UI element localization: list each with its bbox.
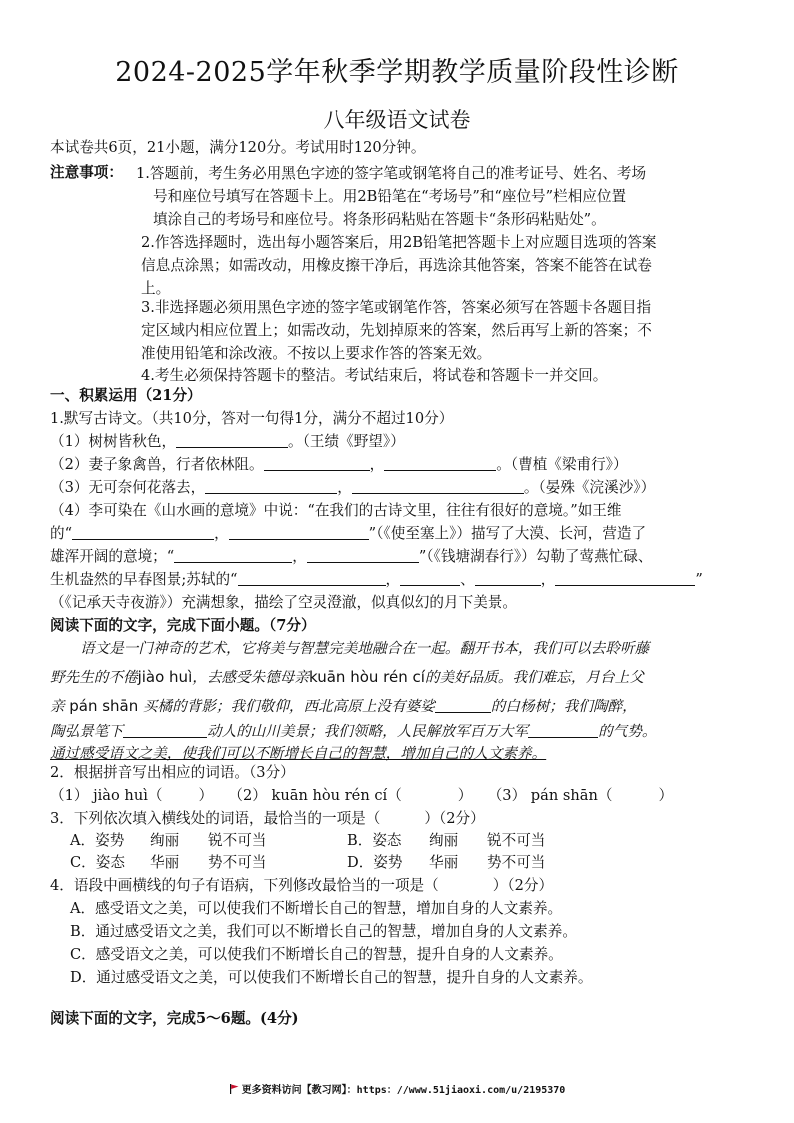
note-line: 上。 xyxy=(141,280,171,297)
note-line: 准使用铅笔和涂改液。不按以上要求作答的答案无效。 xyxy=(141,345,492,362)
note-line: 信息点涂黑；如需改动，用橡皮擦干净后，再选涂其他答案，答案不能答在试卷 xyxy=(141,257,652,274)
q4-option-a[interactable]: A．感受语文之美，可以使我们不断增长自己的智慧，增加自身的人文素养。 xyxy=(70,900,563,917)
passage-line xyxy=(50,663,750,692)
q3-option-a[interactable] xyxy=(70,830,266,852)
q4-text: ）（2分） xyxy=(492,877,554,894)
q1-text: ， xyxy=(540,571,556,588)
answer-blank[interactable] xyxy=(475,570,541,586)
answer-blank[interactable] xyxy=(352,478,524,494)
option-word: 绚丽 xyxy=(150,832,180,849)
passage-text: 的气势。 xyxy=(598,723,657,740)
q3-option-c[interactable] xyxy=(70,852,266,874)
q3-stem xyxy=(50,808,485,830)
q1-text: （2）妻子象禽兽，行者依林阻。 xyxy=(50,456,264,473)
q3-text: ）（2分） xyxy=(424,810,485,827)
note-item-3 xyxy=(141,296,749,365)
q1-text: 生机盎然的早春图景;苏轼的“ xyxy=(50,571,238,588)
option-word: 华丽 xyxy=(150,854,180,871)
q1-line-6 xyxy=(50,546,652,568)
note-line: 填涂自己的考场号和座位号。将条形码粘贴在答题卡“条形码粘贴处”。 xyxy=(153,211,606,228)
q1-text: ” xyxy=(695,571,703,588)
answer-blank[interactable] xyxy=(205,478,337,494)
passage-text: 野先生的不倦 xyxy=(50,669,138,686)
answer-blank[interactable] xyxy=(384,455,496,471)
q1-text: ， xyxy=(292,548,307,565)
q1-text: （3）无可奈何花落去， xyxy=(50,479,206,496)
answer-blank[interactable] xyxy=(72,524,214,540)
q1-line-5 xyxy=(50,523,646,545)
option-word: 绚丽 xyxy=(429,832,459,849)
q1-line-1 xyxy=(50,431,405,453)
note-line: 1.答题前，考生务必用黑色字迹的签字笔或钢笔将自己的准考证号、姓名、考场 xyxy=(136,165,647,182)
q1-text: ”（《钱塘湖春行》）勾勒了莺燕忙碌、 xyxy=(418,548,653,565)
q1-text: ， xyxy=(369,456,385,473)
footer xyxy=(0,1081,794,1096)
option-word: D．姿势 xyxy=(347,854,403,871)
option-word: B．姿态 xyxy=(347,832,402,849)
exam-intro: 本试卷共6页，21小题，满分120分。考试用时120分钟。 xyxy=(50,139,426,156)
pinyin: kuān hòu rén cí xyxy=(309,668,425,686)
pinyin: pán shān xyxy=(69,697,139,715)
answer-blank[interactable] xyxy=(435,697,491,713)
q1-line-4: （4）李可染在《山水画的意境》中说：“在我们的古诗文里，往往有很好的意境。”如王维 xyxy=(50,502,622,519)
reading-heading-2: 阅读下面的文字，完成5～6题。(4分) xyxy=(50,1010,299,1027)
q2-item: （1） jiào huì（ xyxy=(50,787,163,804)
q3-option-d[interactable] xyxy=(347,852,545,874)
note-line: 定区域内相应位置上；如需改动，先划掉原来的答案，然后再写上新的答案；不 xyxy=(141,322,652,339)
note-item-4 xyxy=(141,364,749,387)
passage-text: 动人的山川美景；我们领略，人民解放军百万大军 xyxy=(206,723,529,740)
note-line: 2.作答选择题时，选出每小题答案后，用2B铅笔把答题卡上对应题目选项的答案 xyxy=(141,234,657,251)
q1-text: （1）树树皆秋色， xyxy=(50,433,177,450)
notes-label: 注意事项： xyxy=(50,164,123,181)
q2-item: （2） kuān hòu rén cí（ xyxy=(228,787,402,804)
answer-blank[interactable] xyxy=(307,547,419,563)
option-word: C．姿态 xyxy=(70,854,125,871)
passage-text: 陶弘景笔下 xyxy=(50,723,123,740)
q2-answers xyxy=(50,785,673,807)
option-word: 势不可当 xyxy=(208,854,267,871)
q1-line-8: （《记承天寺夜游》）充满想象，描绘了空灵澄澈，似真似幻的月下美景。 xyxy=(50,594,517,611)
passage-text: 的美好品质。我们难忘，月台上父 xyxy=(424,669,644,686)
q1-text: 。（晏殊《浣溪沙》） xyxy=(523,479,656,496)
q1-text: 的“ xyxy=(50,525,73,542)
answer-blank[interactable] xyxy=(229,524,369,540)
q1-text: 。（王绩《野望》） xyxy=(288,433,405,450)
q4-option-c[interactable]: C．感受语文之美，可以使我们不断增长自己的智慧，提升自身的人文素养。 xyxy=(70,946,563,963)
q3-option-b[interactable] xyxy=(347,830,545,852)
answer-blank[interactable] xyxy=(174,547,292,563)
answer-blank[interactable] xyxy=(400,570,460,586)
q1-stem: 1.默写古诗文。（共10分，答对一句得1分，满分不超过10分） xyxy=(50,410,454,427)
note-line: 4.考生必须保持答题卡的整洁。考试结束后，将试卷和答题卡一并交回。 xyxy=(141,367,608,384)
note-item-2 xyxy=(141,231,749,300)
q4-stem xyxy=(50,875,553,897)
q4-option-b[interactable]: B．通过感受语文之美，我们可以不断增长自己的智慧，增加自身的人文素养。 xyxy=(70,923,577,940)
option-word: 锐不可当 xyxy=(487,832,546,849)
note-line: 3.非选择题必须用黑色字迹的签字笔或钢笔作答，答案必须写在答题卡各题目指 xyxy=(141,299,652,316)
answer-blank[interactable] xyxy=(176,432,288,448)
q2-item: ） xyxy=(457,787,473,804)
reading-passage xyxy=(50,634,750,765)
underlined-sentence: 通过感受语文之美，使我们可以不断增长自己的智慧，增加自己的人文素养。 xyxy=(50,745,547,762)
q2-item: ） xyxy=(658,787,674,804)
reading-heading-1: 阅读下面的文字，完成下面小题。（7分） xyxy=(50,617,316,634)
passage-line xyxy=(50,721,750,743)
note-line: 号和座位号填写在答题卡上。用2B铅笔在“考场号”和“座位号”栏相应位置 xyxy=(153,188,627,205)
q1-text: ”（《使至塞上》）描写了大漠、长河，营造了 xyxy=(368,525,647,542)
answer-blank[interactable] xyxy=(123,722,207,738)
passage-line: 语文是一门神奇的艺术，它将美与智慧完美地融合在一起。翻开书本，我们可以去聆听藤 xyxy=(80,640,650,657)
passage-line xyxy=(50,692,750,721)
q1-line-7 xyxy=(50,569,703,591)
q1-line-2 xyxy=(50,454,628,476)
q3-text: 3．下列依次填入横线处的词语，最恰当的一项是（ xyxy=(50,810,381,827)
answer-blank[interactable] xyxy=(555,570,695,586)
passage-text: ，去感受朱德母亲 xyxy=(192,669,309,686)
answer-blank[interactable] xyxy=(528,722,598,738)
q1-line-3 xyxy=(50,477,655,499)
q1-text: 。（曹植《梁甫行》） xyxy=(496,456,628,473)
q4-option-d[interactable]: D．通过感受语文之美，可以使我们不断增长自己的智慧，提升自身的人文素养。 xyxy=(70,969,593,986)
q1-text: ， xyxy=(337,479,352,496)
exam-title: 2024-2025学年秋季学期教学质量阶段性诊断 xyxy=(115,57,679,88)
q4-text: 4．语段中画横线的句子有语病，下列修改最恰当的一项是（ xyxy=(50,877,439,894)
q1-text: ， xyxy=(385,571,401,588)
note-item-1 xyxy=(136,162,744,231)
q2-item: （3） pán shān（ xyxy=(487,787,613,804)
q1-text: 雄浑开阔的意境；“ xyxy=(50,548,175,565)
footer-link[interactable]: 更多资料访问【教习网】：https：//www.51jiaoxi.com/u/2195370 xyxy=(241,1085,566,1096)
q2-stem: 2．根据拼音写出相应的词语。（3分） xyxy=(50,764,295,781)
answer-blank[interactable] xyxy=(264,455,370,471)
pinyin: jiào huì xyxy=(137,668,193,686)
option-word: 势不可当 xyxy=(487,854,546,871)
passage-text: 亲 xyxy=(50,698,65,715)
q2-item: ） xyxy=(198,787,214,804)
flag-icon xyxy=(229,1084,239,1094)
option-word: A．姿势 xyxy=(70,832,125,849)
section-heading-1: 一、积累运用（21分） xyxy=(50,387,202,404)
passage-text: 买橘的背影；我们敬仰，西北高原上没有婆娑 xyxy=(142,698,435,715)
q1-text: ， xyxy=(214,525,229,542)
option-word: 锐不可当 xyxy=(208,832,267,849)
answer-blank[interactable] xyxy=(238,570,386,586)
q1-text: 、 xyxy=(460,571,475,588)
option-word: 华丽 xyxy=(429,854,459,871)
exam-subtitle: 八年级语文试卷 xyxy=(323,108,471,132)
passage-text: 的白杨树；我们陶醉， xyxy=(490,698,637,715)
